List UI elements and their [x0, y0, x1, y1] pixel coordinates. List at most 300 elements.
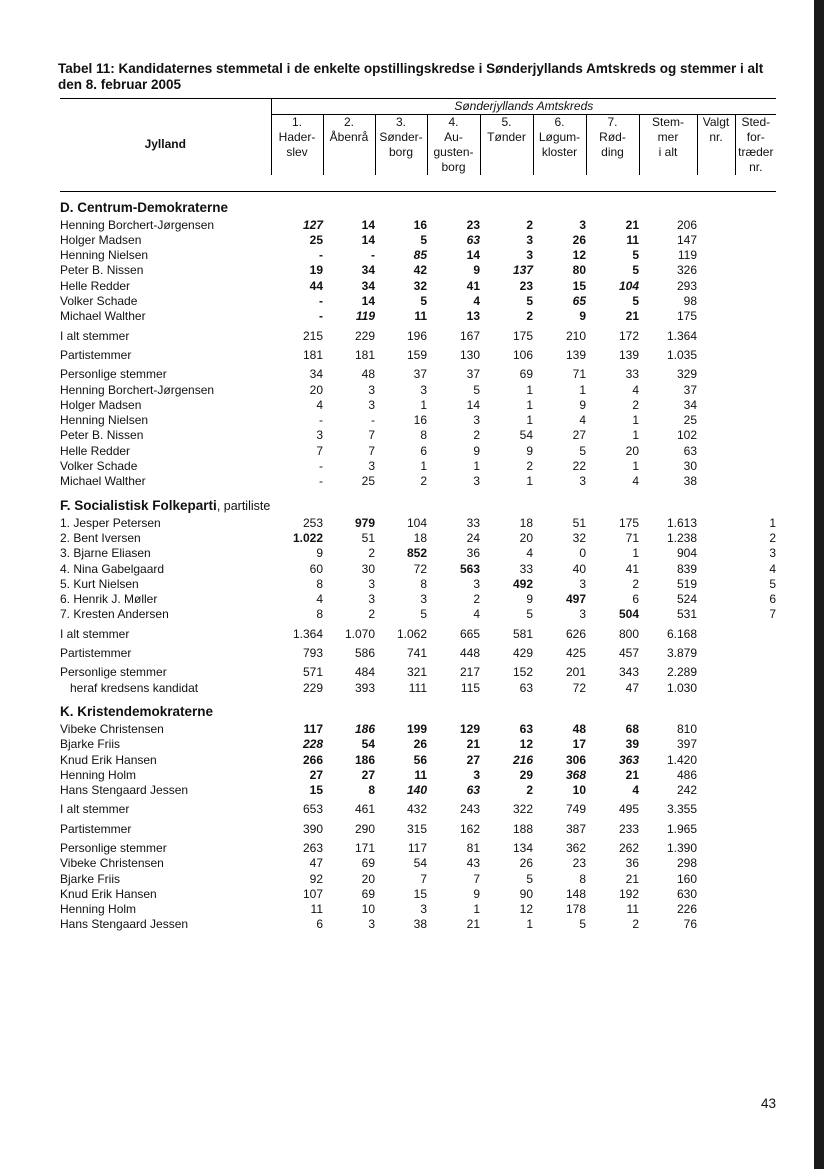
district-votes: 65 [572, 294, 586, 309]
district-votes: 26 [572, 232, 586, 247]
candidate-row [60, 546, 776, 561]
column-header-line: 4. [448, 115, 459, 130]
personal-votes-row [60, 902, 776, 917]
sted-cell [735, 383, 776, 398]
district-votes: - [319, 248, 323, 263]
district-votes: 33 [466, 515, 480, 530]
party-heading [60, 702, 776, 722]
candidate-name: 3. Bjarne Eliasen [60, 546, 151, 561]
page-number: 43 [760, 1096, 776, 1111]
cell-value: 5 [526, 871, 533, 886]
cell-value: 11 [310, 902, 323, 917]
district-votes: 3 [420, 592, 427, 607]
district-votes: 3 [526, 232, 533, 247]
party-heading [60, 496, 776, 516]
valgt-nr [697, 753, 735, 768]
district-votes: 18 [519, 515, 533, 530]
personal-votes-row [60, 887, 776, 902]
sted-cell [735, 822, 776, 837]
column-header-line: kloster [541, 145, 578, 160]
row-label: Knud Erik Hansen [60, 886, 157, 901]
cell-value: 233 [618, 821, 639, 836]
cell-value: 362 [565, 840, 586, 855]
valgt-nr [697, 546, 735, 561]
personal-votes-row [60, 398, 776, 413]
party-title: F. Socialistisk Folkeparti [60, 497, 217, 513]
district-votes: 16 [413, 217, 427, 232]
sted-cell [735, 459, 776, 474]
cell-value: 63 [683, 443, 697, 458]
candidate-name: 5. Kurt Nielsen [60, 576, 139, 591]
district-votes: - [319, 309, 323, 324]
total-votes: 486 [676, 767, 697, 782]
column-header [639, 115, 697, 176]
row-label: Vibeke Christensen [60, 856, 164, 871]
cell-value: 461 [354, 802, 375, 817]
district-votes: - [319, 294, 323, 309]
total-row [60, 329, 776, 344]
valgt-cell [697, 887, 735, 902]
column-header-line: nr. [709, 130, 723, 145]
district-votes: 15 [572, 278, 586, 293]
cell-value: 322 [512, 802, 533, 817]
district-votes: 5 [632, 248, 639, 263]
valgt-cell [697, 348, 735, 363]
cell-value: 741 [406, 646, 427, 661]
candidate-row [60, 753, 776, 768]
district-votes: 5 [420, 232, 427, 247]
candidate-name: Peter B. Nissen [60, 263, 144, 278]
candidate-name: Knud Erik Hansen [60, 752, 157, 767]
row-label: Henning Nielsen [60, 413, 149, 428]
district-votes: 4 [473, 607, 480, 622]
candidate-name: 2. Bent Iversen [60, 530, 141, 545]
cell-value: 3 [368, 382, 375, 397]
district-votes: 4 [526, 546, 533, 561]
cell-value: 5 [579, 917, 586, 932]
cell-value: 134 [512, 840, 533, 855]
cell-value: 117 [407, 840, 427, 855]
cell-value: 1.070 [344, 626, 375, 641]
column-header-line [324, 145, 375, 160]
column-header-line: træder [738, 145, 774, 160]
cell-value: 171 [354, 840, 375, 855]
district-votes: 129 [459, 721, 480, 736]
cell-value: 76 [683, 917, 697, 932]
district-votes: 44 [309, 278, 323, 293]
cell-value: 26 [519, 856, 533, 871]
personal-votes-row [60, 917, 776, 932]
cell-value: 1 [420, 459, 427, 474]
district-votes: 32 [413, 278, 427, 293]
results-table [60, 98, 776, 939]
row-label: I alt stemmer [60, 328, 130, 343]
district-votes: 3 [368, 576, 375, 591]
candidate-row [60, 592, 776, 607]
cell-value: 16 [413, 413, 427, 428]
district-votes: 71 [625, 530, 639, 545]
district-votes: 14 [466, 248, 480, 263]
stedfortraeder-nr [735, 722, 776, 737]
district-votes: 492 [512, 576, 533, 591]
valgt-nr [697, 783, 735, 798]
cell-value: 181 [354, 347, 375, 362]
district-votes: 1 [632, 546, 639, 561]
district-votes: 63 [466, 783, 480, 798]
district-votes: 56 [413, 752, 427, 767]
valgt-nr [697, 248, 735, 263]
cell-value: 210 [565, 328, 586, 343]
cell-value: 1 [526, 917, 533, 932]
district-votes: 8 [316, 607, 323, 622]
district-votes: 5 [632, 294, 639, 309]
valgt-cell [697, 444, 735, 459]
district-votes: 24 [466, 530, 480, 545]
valgt-cell [697, 413, 735, 428]
cell-value: 92 [309, 871, 323, 886]
cell-value: 5 [473, 382, 480, 397]
district-votes: 2 [632, 576, 639, 591]
valgt-cell [697, 646, 735, 661]
cell-value: 1 [526, 474, 533, 489]
total-row [60, 802, 776, 817]
cell-value: 3 [473, 474, 480, 489]
cell-value: 495 [618, 802, 639, 817]
row-label: Michael Walther [60, 474, 146, 489]
row-label: Henning Holm [60, 902, 137, 917]
district-votes: 5 [632, 263, 639, 278]
column-header [586, 115, 639, 176]
district-votes: 5 [526, 294, 533, 309]
cell-value: 1 [420, 397, 427, 412]
cell-value: 90 [519, 886, 533, 901]
total-votes: 175 [676, 309, 697, 324]
district-votes: 14 [361, 294, 375, 309]
candidate-row [60, 768, 776, 783]
sted-cell [735, 802, 776, 817]
district-votes: 186 [354, 721, 375, 736]
stedfortraeder-nr [735, 248, 776, 263]
district-votes: 20 [519, 530, 533, 545]
district-votes: 228 [302, 737, 323, 752]
cell-value: 37 [413, 367, 427, 382]
valgt-cell [697, 872, 735, 887]
district-votes: 51 [572, 515, 586, 530]
cell-value: 11 [626, 902, 639, 917]
party-votes-row [60, 822, 776, 837]
row-label: Bjarke Friis [60, 871, 121, 886]
cell-value: 429 [512, 646, 533, 661]
district-votes: 0 [579, 546, 586, 561]
district-votes: 4 [473, 294, 480, 309]
cell-value: 571 [302, 665, 323, 680]
column-header-line: Au- [444, 130, 463, 145]
row-label: Personlige stemmer [60, 840, 167, 855]
candidate-name: Henning Holm [60, 767, 137, 782]
cell-value: 34 [683, 397, 697, 412]
valgt-cell [697, 627, 735, 642]
cell-value: 387 [565, 821, 586, 836]
cell-value: 4 [579, 413, 586, 428]
district-votes: 8 [368, 783, 375, 798]
cell-value: 1.364 [666, 328, 697, 343]
sted-cell [735, 917, 776, 932]
total-votes: 1.420 [666, 752, 697, 767]
cell-value: 3 [420, 382, 427, 397]
cell-value: 586 [354, 646, 375, 661]
district-votes: 104 [618, 278, 639, 293]
valgt-nr [697, 592, 735, 607]
cell-value: 2 [526, 459, 533, 474]
cell-value: 665 [459, 626, 480, 641]
cell-value: 12 [519, 902, 533, 917]
column-header-line: 7. [607, 115, 618, 130]
district-votes: 60 [309, 561, 323, 576]
cell-value: 1.965 [666, 821, 697, 836]
district-votes: 40 [572, 561, 586, 576]
column-header-line [587, 160, 639, 175]
district-votes: 12 [519, 737, 533, 752]
district-votes: 63 [519, 721, 533, 736]
valgt-cell [697, 329, 735, 344]
total-votes: 904 [676, 546, 697, 561]
district-votes: 26 [413, 737, 427, 752]
cell-value: 8 [579, 871, 586, 886]
stedfortraeder-nr: 6 [769, 592, 777, 607]
cell-value: 33 [625, 367, 639, 382]
column-header [375, 115, 427, 176]
cell-value: - [371, 413, 375, 428]
column-header-line: 6. [554, 115, 565, 130]
cell-value: 10 [361, 902, 375, 917]
column-header [323, 115, 375, 176]
valgt-nr [697, 218, 735, 233]
cell-value: - [319, 413, 323, 428]
candidate-row [60, 562, 776, 577]
cell-value: 20 [361, 871, 375, 886]
cell-value: 63 [519, 680, 533, 695]
cell-value: 21 [466, 917, 480, 932]
cell-value: 20 [309, 382, 323, 397]
cell-value: 54 [413, 856, 427, 871]
district-votes: 41 [466, 278, 480, 293]
district-votes: 34 [361, 278, 375, 293]
cell-value: 229 [354, 328, 375, 343]
cell-value: 21 [625, 871, 639, 886]
valgt-nr [697, 279, 735, 294]
cell-value: 37 [466, 367, 480, 382]
cell-value: 3 [368, 397, 375, 412]
cell-value: 1.030 [666, 680, 697, 695]
row-label: I alt stemmer [60, 626, 130, 641]
column-header-line [698, 160, 735, 175]
cell-value: 263 [302, 840, 323, 855]
district-votes: 12 [572, 248, 586, 263]
table-title: Tabel 11: Kandidaternes stemmetal i de enkelte opstillingskredse i Sønderjyllands Amtskreds og stemmer i alt den 8. februar 2005 [58, 61, 764, 92]
cell-value: 321 [406, 665, 427, 680]
cell-value: 1.035 [666, 347, 697, 362]
cell-value: 139 [618, 347, 639, 362]
candidate-row [60, 722, 776, 737]
candidate-row [60, 263, 776, 278]
cell-value: 9 [473, 886, 480, 901]
cell-value: 5 [579, 443, 586, 458]
sted-cell [735, 887, 776, 902]
cell-value: 6 [316, 917, 323, 932]
cell-value: - [319, 474, 323, 489]
column-header [271, 115, 323, 176]
cell-value: 800 [618, 626, 639, 641]
cell-value: 432 [406, 802, 427, 817]
cell-value: 3 [420, 902, 427, 917]
total-votes: 1.613 [666, 515, 697, 530]
district-votes: 17 [572, 737, 586, 752]
valgt-nr [697, 309, 735, 324]
district-votes: 3 [473, 576, 480, 591]
cell-value: 54 [519, 428, 533, 443]
personal-votes-row [60, 665, 776, 680]
cell-value: 38 [413, 917, 427, 932]
total-votes: 98 [683, 294, 697, 309]
cell-value: 229 [302, 680, 323, 695]
district-votes: 63 [466, 232, 480, 247]
column-header-line: Rød- [599, 130, 626, 145]
candidate-row [60, 516, 776, 531]
district-votes: 3 [526, 248, 533, 263]
cell-value: 139 [565, 347, 586, 362]
cell-value: 188 [512, 821, 533, 836]
row-label: Helle Redder [60, 443, 131, 458]
district-votes: 21 [466, 737, 480, 752]
district-votes: 21 [625, 309, 639, 324]
stedfortraeder-nr: 2 [769, 530, 777, 545]
district-votes: 10 [572, 783, 586, 798]
column-header-line: i alt [658, 145, 678, 160]
district-votes: 4 [316, 592, 323, 607]
district-votes: 23 [466, 217, 480, 232]
cell-value: 38 [683, 474, 697, 489]
cell-value: 69 [519, 367, 533, 382]
total-row [60, 627, 776, 642]
cell-value: 3 [316, 428, 323, 443]
column-header [480, 115, 533, 176]
district-votes: 140 [406, 783, 427, 798]
party-suffix: , partiliste [216, 498, 271, 513]
district-votes: 266 [302, 752, 323, 767]
personal-votes-row [60, 681, 776, 696]
personal-votes-row [60, 428, 776, 443]
cell-value: 3.355 [666, 802, 697, 817]
column-header-line: mer [657, 130, 679, 145]
header-group-label: Sønderjyllands Amtskreds [271, 99, 776, 115]
row-label: Partistemmer [60, 347, 132, 362]
valgt-nr [697, 233, 735, 248]
cell-value: 25 [683, 413, 697, 428]
personal-votes-row [60, 856, 776, 871]
cell-value: 2 [632, 397, 639, 412]
row-label: heraf kredsens kandidat [60, 680, 199, 695]
district-votes: 9 [579, 309, 586, 324]
candidate-row [60, 607, 776, 622]
stedfortraeder-nr: 1 [769, 515, 777, 530]
cell-value: 8 [420, 428, 427, 443]
cell-value: 102 [676, 428, 697, 443]
cell-value: 1 [526, 382, 533, 397]
stedfortraeder-nr [735, 768, 776, 783]
personal-votes-row [60, 872, 776, 887]
cell-value: 749 [565, 802, 586, 817]
district-votes: 51 [361, 530, 375, 545]
district-votes: 306 [565, 752, 586, 767]
cell-value: 7 [368, 428, 375, 443]
cell-value: 290 [354, 821, 375, 836]
row-label: Hans Stengaard Jessen [60, 917, 189, 932]
district-votes: 72 [413, 561, 427, 576]
district-votes: 27 [466, 752, 480, 767]
column-header-line: Sønder- [379, 130, 423, 145]
column-header-line: 2. [343, 115, 354, 130]
district-votes: 9 [526, 592, 533, 607]
cell-value: 81 [466, 840, 480, 855]
cell-value: 37 [683, 382, 697, 397]
cell-value: 23 [572, 856, 586, 871]
cell-value: 107 [302, 886, 323, 901]
district-votes: 6 [632, 592, 639, 607]
district-votes: - [371, 248, 375, 263]
column-header-line: Stem- [651, 115, 684, 130]
cell-value: 3 [579, 474, 586, 489]
total-votes: 206 [676, 217, 697, 232]
party-name [60, 702, 776, 722]
cell-value: 6.168 [666, 626, 697, 641]
column-header-line [640, 160, 697, 175]
total-votes: 119 [677, 248, 697, 263]
column-header-line [272, 160, 323, 175]
district-votes: 2 [526, 783, 533, 798]
party-name [60, 496, 776, 516]
district-votes: 48 [572, 721, 586, 736]
valgt-nr [697, 531, 735, 546]
total-votes: 326 [676, 263, 697, 278]
cell-value: 43 [466, 856, 480, 871]
district-votes: 68 [625, 721, 639, 736]
sted-cell [735, 646, 776, 661]
valgt-cell [697, 383, 735, 398]
column-header-line: Valgt [702, 115, 730, 130]
candidate-name: Volker Schade [60, 294, 138, 309]
valgt-nr [697, 607, 735, 622]
column-header-line [324, 160, 375, 175]
cell-value: 226 [676, 902, 697, 917]
cell-value: 2 [420, 474, 427, 489]
stedfortraeder-nr [735, 263, 776, 278]
cell-value: 148 [565, 886, 586, 901]
cell-value: 390 [302, 821, 323, 836]
total-votes: 839 [676, 561, 697, 576]
valgt-cell [697, 367, 735, 382]
candidate-name: Bjarke Friis [60, 737, 121, 752]
sted-cell [735, 329, 776, 344]
valgt-nr [697, 768, 735, 783]
cell-value: 343 [618, 665, 639, 680]
cell-value: 7 [368, 443, 375, 458]
district-votes: 5 [420, 607, 427, 622]
valgt-nr [697, 263, 735, 278]
column-header [697, 115, 735, 176]
candidate-row [60, 783, 776, 798]
valgt-cell [697, 902, 735, 917]
district-votes: 8 [420, 576, 427, 591]
